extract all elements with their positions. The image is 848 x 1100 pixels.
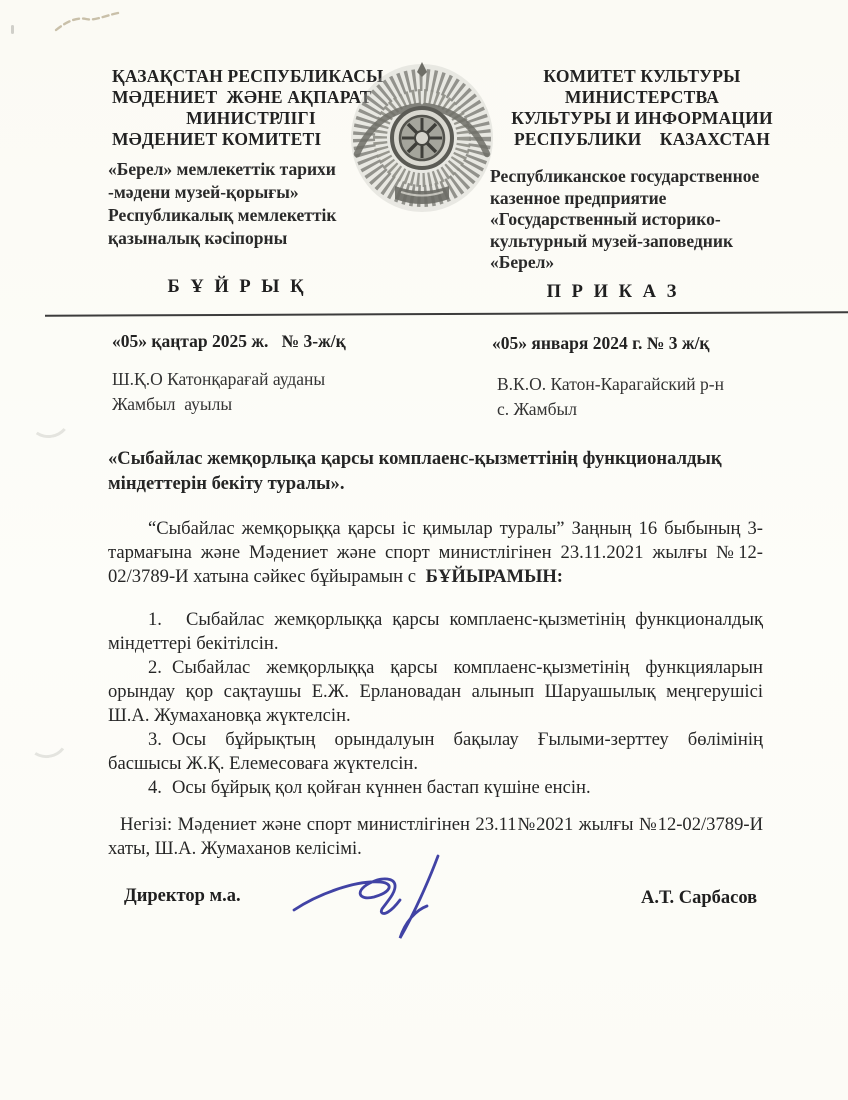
order-preamble <box>108 517 763 589</box>
place-line: В.К.О. Катон-Карагайский р-н <box>497 374 724 394</box>
org-line: ҚАЗАҚСТАН РЕСПУБЛИКАСЫ <box>112 66 384 86</box>
place-kazakh <box>112 367 325 417</box>
item-number: 4. <box>148 777 162 798</box>
enterprise-line: «Берел» <box>490 252 555 272</box>
order-date-number-kazakh: «05» қаңтар 2025 ж. № 3-ж/қ <box>112 331 346 351</box>
preamble-text: “Сыбайлас жемқорыққа қарсы іс қимылар туралы” Заңның 16 быбының 3-тармағына және Мәдениет және спорт министлігінен 23.11.2021 жылғы №12-02/3789-И хатына сәйкес бұйырамын с <box>108 518 763 587</box>
enterprise-name-kazakh <box>108 158 398 250</box>
item-text: Сыбайлас жемқорлыққа қарсы комплаенс-қызметінің функцияларын орындау қор сақтаушы Е.Ж. Ерлановадан алынып Шаруашылық меңгерушісі Ш.А. Жумахановқа жүктелсін. <box>108 657 763 726</box>
org-line: КОМИТЕТ КУЛЬТУРЫ <box>543 66 741 86</box>
org-name-russian <box>492 66 792 150</box>
enterprise-line: казенное предприятие <box>490 187 667 208</box>
org-line: КУЛЬТУРЫ И ИНФОРМАЦИИ <box>511 108 773 128</box>
item-text: Сыбайлас жемқорлыққа қарсы комплаенс-қызметінің функционалдық міндеттері бекітілсін. <box>108 609 763 654</box>
order-title-russian: П Р И К А З <box>546 282 680 302</box>
org-line: МӘДЕНИЕТ ЖӘНЕ АҚПАРАТ <box>112 87 372 107</box>
horizontal-divider <box>45 311 848 317</box>
enterprise-line: -мәдени музей-қорығы» <box>108 182 299 202</box>
place-russian <box>497 372 724 422</box>
place-line: Ш.Қ.О Катонқарағай ауданы <box>112 369 326 389</box>
punch-mark <box>26 397 73 440</box>
handwritten-signature-icon <box>288 850 460 950</box>
item-text: Осы бұйрық қол қойған күннен бастап күшіне енсін. <box>171 777 591 798</box>
order-item-3 <box>108 728 763 776</box>
enterprise-line: Республикалық мемлекеттік <box>108 205 337 225</box>
order-body <box>108 446 763 861</box>
order-date-number-russian: «05» января 2024 г. № 3 ж/қ <box>492 333 710 353</box>
preamble-decree-word: БҰЙЫРАМЫН: <box>425 566 563 587</box>
signer-name: А.Т. Сарбасов <box>641 888 758 908</box>
org-line: РЕСПУБЛИКИ КАЗАХСТАН <box>513 129 771 149</box>
org-line: МИНИСТРЛІГІ <box>186 108 316 128</box>
signer-position: Директор м.а. <box>124 886 241 906</box>
order-subject: «Сыбайлас жемқорлықа қарсы комплаенс-қызметтінің функционалдық міндеттерін бекіту туралы». <box>108 448 722 494</box>
org-line: МИНИСТЕРСТВА <box>564 87 720 107</box>
order-item-2 <box>108 656 763 728</box>
org-line: МӘДЕНИЕТ КОМИТЕТІ <box>112 129 322 149</box>
item-number: 1. <box>148 609 162 630</box>
enterprise-line: қазыналық кәсіпорны <box>108 228 288 248</box>
order-basis: Негізі: Мәдениет және спорт министлігінен 23.11№2021 жылғы №12-02/3789-И хаты, Ш.А. Жумаханов келісімі. <box>108 814 763 859</box>
order-title-kazakh: Б Ұ Й Р Ы Қ <box>167 277 307 297</box>
order-item-1 <box>108 608 763 656</box>
item-number: 2. <box>148 657 162 678</box>
place-line: с. Жамбыл <box>497 399 577 419</box>
scan-speck <box>11 25 14 34</box>
item-text: Осы бұйрықтың орындалуын бақылау Ғылыми-зерттеу бөлімінің басшысы Ж.Қ. Елемесоваға жүктелсін. <box>108 729 763 774</box>
punch-mark <box>23 717 71 762</box>
enterprise-line: Республиканское государственное <box>490 166 760 186</box>
pencil-scribble-icon <box>52 6 124 38</box>
item-number: 3. <box>148 729 162 750</box>
enterprise-line: «Государственный историко- <box>490 209 721 229</box>
enterprise-name-russian <box>490 166 800 274</box>
enterprise-line: «Берел» мемлекеттік тарихи <box>108 159 336 179</box>
place-line: Жамбыл ауылы <box>112 394 233 414</box>
order-item-4 <box>108 776 763 800</box>
enterprise-line: культурный музей-заповедник <box>490 230 734 251</box>
